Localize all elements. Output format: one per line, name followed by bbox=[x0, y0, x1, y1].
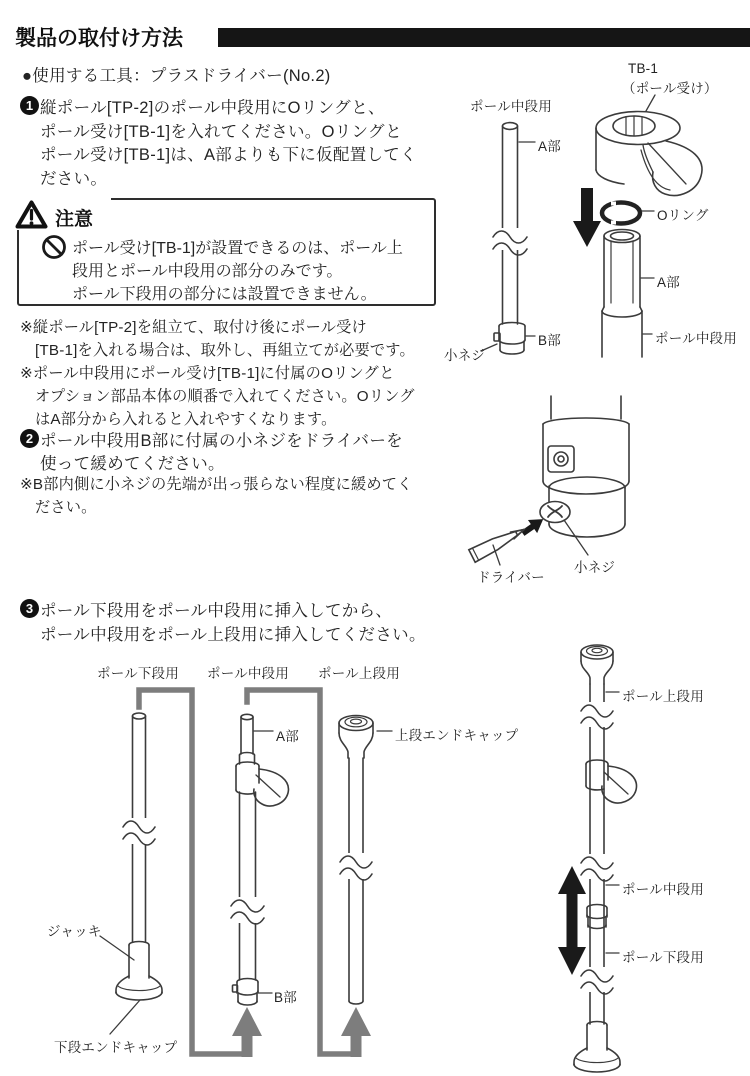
step-2-number: 2 bbox=[20, 429, 39, 448]
step-1-number: 1 bbox=[20, 96, 39, 115]
fig1-a-part-label: A部 bbox=[657, 275, 680, 290]
fig3-top-cap-label: 上段エンドキャップ bbox=[395, 728, 519, 743]
note-line: ※B部内側に小ネジの先端が出っ張らない程度に緩めてく bbox=[20, 476, 413, 493]
step-3-line: ポール下段用をポール中段用に挿入してから、 bbox=[40, 602, 393, 620]
prohibition-icon bbox=[44, 237, 65, 258]
note-line: ※ポール中段用にポール受け[TB-1]に付属のOリングと bbox=[20, 365, 395, 382]
tools-line: ●使用する工具：プラスドライバー(No.2) bbox=[22, 67, 331, 85]
fig1-middle-pole-illustration bbox=[492, 123, 528, 354]
fig3-upper-pole-illustration bbox=[338, 716, 374, 1005]
fig3-assembled-middle-label: ポール中段用 bbox=[622, 882, 704, 897]
caution-line: ポール受け[TB-1]が設置できるのは、ポール上 bbox=[72, 240, 403, 257]
fig1-b-part-label: B部 bbox=[538, 333, 561, 348]
note-line: ださい。 bbox=[35, 499, 97, 516]
fig3-double-arrow bbox=[558, 866, 586, 975]
fig1-tb1-label: （ポール受け） bbox=[622, 81, 718, 96]
step-2-line: 使って緩めてください。 bbox=[40, 455, 225, 473]
fig3-a-part-label: A部 bbox=[276, 729, 299, 744]
step-1-line: 縦ポール[TP-2]のポール中段用にOリングと、 bbox=[40, 99, 385, 117]
step-1-line: ポール受け[TB-1]は、A部よりも下に仮配置してく bbox=[40, 146, 417, 164]
fig3-bottom-cap-label: 下段エンドキャップ bbox=[54, 1040, 178, 1055]
fig3-lower-pole-illustration bbox=[116, 713, 162, 1000]
fig1-tb1-receiver-illustration bbox=[596, 112, 702, 196]
fig3-col-middle-label: ポール中段用 bbox=[207, 666, 289, 681]
caution-line: ポール下段用の部分には設置できません。 bbox=[72, 286, 377, 303]
fig1-down-arrow bbox=[573, 188, 601, 247]
fig3-middle-pole-illustration bbox=[229, 714, 288, 1005]
fig1-small-screw-label: 小ネジ bbox=[444, 348, 486, 363]
fig1-pole-middle-label: ポール中段用 bbox=[655, 331, 737, 346]
note-line: [TB-1]を入れる場合は、取外し、再組立てが必要です。 bbox=[35, 342, 415, 359]
fig3-col-upper-label: ポール上段用 bbox=[318, 666, 400, 681]
fig1-a-part-label: A部 bbox=[538, 139, 561, 154]
fig3-assembled-upper-label: ポール上段用 bbox=[622, 689, 704, 704]
fig1-pole-top-illustration bbox=[602, 230, 642, 358]
fig2-small-screw-label: 小ネジ bbox=[574, 560, 616, 575]
fig2-driver-illustration bbox=[469, 523, 528, 562]
fig3-assembled-pole-illustration bbox=[574, 645, 636, 1072]
step-1-line: ださい。 bbox=[40, 170, 108, 188]
step-3-number: 3 bbox=[20, 599, 39, 618]
note-line: はA部分から入れると入れやすくなります。 bbox=[35, 411, 337, 428]
note-line: ※縦ポール[TP-2]を組立て、取付け後にポール受け bbox=[20, 319, 367, 336]
fig1-o-ring-label: Oリング bbox=[657, 208, 709, 223]
fig3-jack-label: ジャッキ bbox=[47, 924, 102, 939]
step-1-line: ポール受け[TB-1]を入れてください。Oリングと bbox=[40, 123, 402, 141]
page-title: 製品の取付け方法 bbox=[15, 27, 183, 50]
fig3-col-lower-label: ポール下段用 bbox=[97, 666, 179, 681]
caution-title: 注意 bbox=[55, 209, 94, 230]
note-line: オプション部品本体の順番で入れてください。Oリング bbox=[35, 388, 415, 405]
step-2-line: ポール中段用B部に付属の小ネジをドライバーを bbox=[40, 432, 403, 450]
fig3-b-part-label: B部 bbox=[274, 990, 297, 1005]
fig1-o-ring-illustration bbox=[602, 202, 640, 225]
fig3-insertion-route-lower bbox=[139, 690, 262, 1057]
fig2-driver-label: ドライバー bbox=[477, 570, 545, 585]
fig1-tb1-label: TB-1 bbox=[628, 61, 659, 76]
fig3-assembled-lower-label: ポール下段用 bbox=[622, 950, 704, 965]
step-3-line: ポール中段用をポール上段用に挿入してください。 bbox=[40, 626, 426, 644]
caution-line: 段用とポール中段用の部分のみです。 bbox=[72, 263, 343, 280]
fig2-small-screw-illustration bbox=[540, 502, 570, 523]
fig1-pole-middle-label: ポール中段用 bbox=[470, 99, 552, 114]
